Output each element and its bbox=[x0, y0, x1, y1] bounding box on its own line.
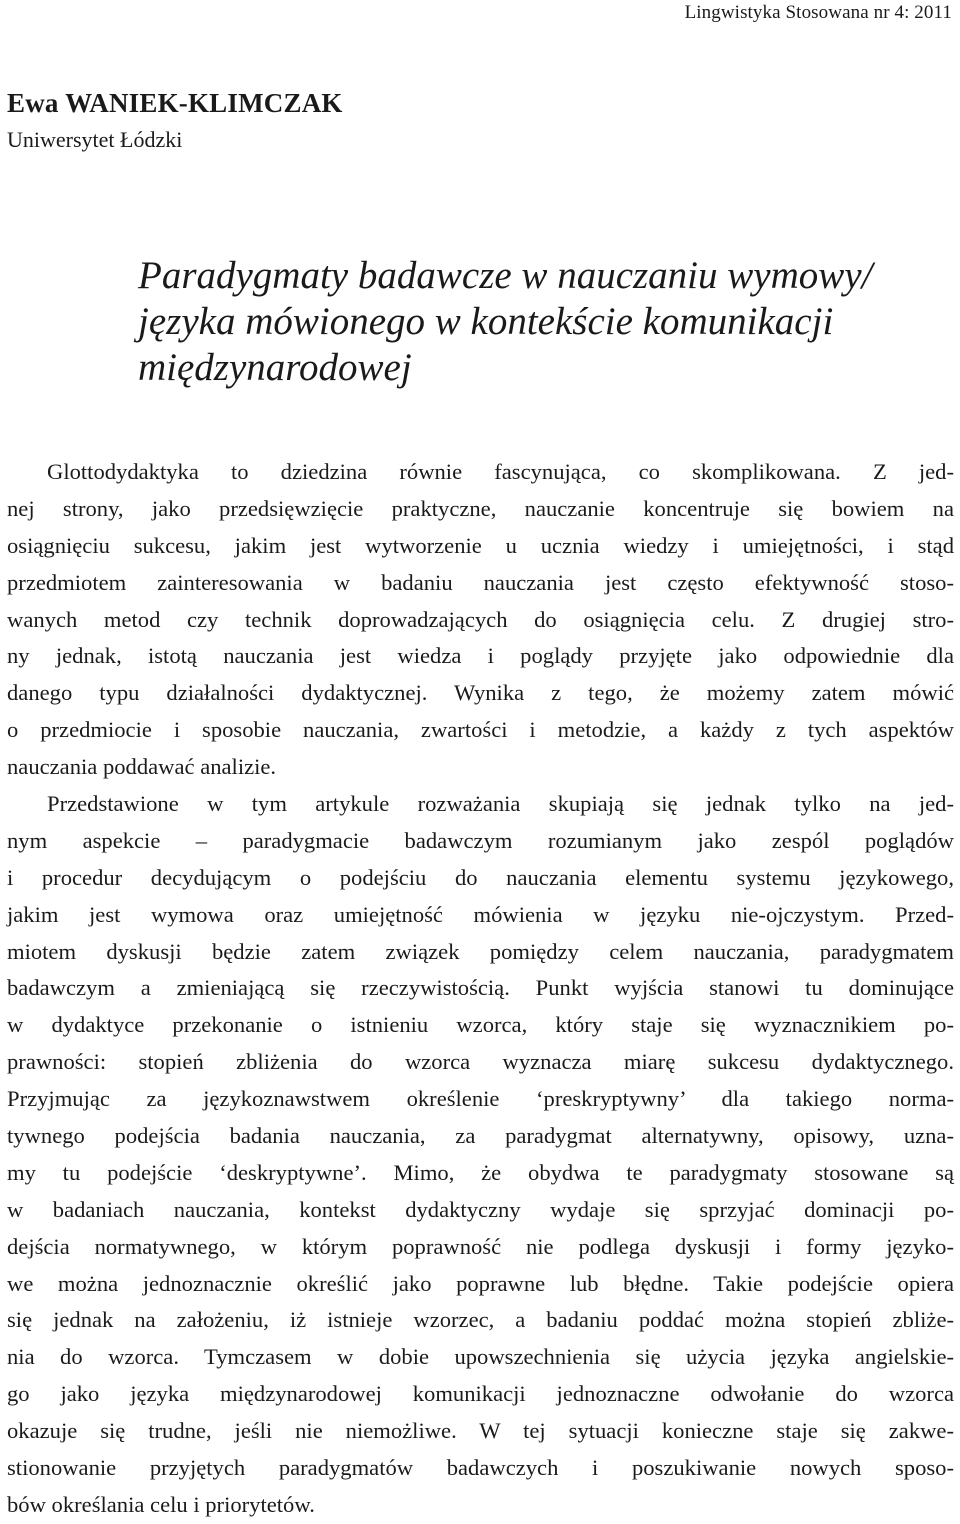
text-line: nauczania poddawać analizie. bbox=[7, 754, 277, 780]
text-line: i procedur decydującym o podejściu do nauczania elementu systemu językowego, bbox=[7, 864, 954, 890]
text-line: ny jednak, istotą nauczania jest wiedza i poglądy przyjęte jako odpowiednie dla bbox=[7, 643, 954, 669]
text-line: w badaniach nauczania, kontekst dydaktyczny wydaje się sprzyjać dominacji po- bbox=[7, 1196, 954, 1222]
text-line: Glottodydaktyka to dziedzina równie fascynująca, co skomplikowana. Z jed- bbox=[47, 459, 954, 484]
text-line: o przedmiocie i sposobie nauczania, zwartości i metodzie, a każdy z tych aspektów bbox=[7, 717, 954, 743]
text-line: Przyjmując za językoznawstwem określenie ‘preskryptywny’ dla takiego norma- bbox=[7, 1086, 954, 1112]
article-title bbox=[138, 253, 948, 391]
author-affiliation: Uniwersytet Łódzki bbox=[7, 127, 183, 152]
text-line: dejścia normatywnego, w którym poprawność nie podlega dyskusji i formy języko- bbox=[7, 1233, 954, 1259]
title-line: języka mówionego w kontekście komunikacji bbox=[138, 300, 834, 343]
text-line: się jednak na założeniu, iż istnieje wzorzec, a badaniu poddać można stopień zbliże- bbox=[7, 1307, 954, 1333]
title-line: międzynarodowej bbox=[138, 346, 412, 389]
text-line: miotem dyskusji będzie zatem związek pomiędzy celem nauczania, paradygmatem bbox=[7, 938, 954, 964]
text-line: bów określania celu i priorytetów. bbox=[7, 1491, 315, 1517]
text-line: danego typu działalności dydaktycznej. Wynika z tego, że możemy zatem mówić bbox=[7, 680, 954, 706]
text-line: nej strony, jako przedsięwzięcie praktyczne, nauczanie koncentruje się bowiem na bbox=[7, 495, 954, 521]
text-line: go jako języka międzynarodowej komunikacji jednoznaczne odwołanie do wzorca bbox=[7, 1381, 954, 1407]
paragraph-2 bbox=[7, 786, 954, 1524]
text-line: jakim jest wymowa oraz umiejętność mówienia w języku nie-ojczystym. Przed- bbox=[7, 901, 954, 927]
text-line: w dydaktyce przekonanie o istnieniu wzorca, który staje się wyznacznikiem po- bbox=[7, 1012, 954, 1038]
paragraph-1 bbox=[7, 454, 954, 786]
text-line: osiągnięciu sukcesu, jakim jest wytworzenie u ucznia wiedzy i umiejętności, i stąd bbox=[7, 532, 954, 558]
running-header: Lingwistyka Stosowana nr 4: 2011 bbox=[684, 2, 952, 23]
text-line: nym aspekcie – paradygmacie badawczym rozumianym jako zespól poglądów bbox=[7, 827, 954, 853]
text-line: Przedstawione w tym artykule rozważania skupiają się jednak tylko na jed- bbox=[47, 791, 954, 817]
text-line: we można jednoznacznie określić jako poprawne lub błędne. Takie podejście opiera bbox=[7, 1270, 954, 1296]
title-line: Paradygmaty badawcze w nauczaniu wymowy/ bbox=[138, 254, 873, 297]
text-line: okazuje się trudne, jeśli nie niemożliwe. W tej sytuacji konieczne staje się zakwe- bbox=[7, 1418, 954, 1444]
text-line: stionowanie przyjętych paradygmatów badawczych i poszukiwanie nowych sposo- bbox=[7, 1455, 954, 1481]
text-line: przedmiotem zainteresowania w badaniu nauczania jest często efektywność stoso- bbox=[7, 569, 954, 595]
text-line: my tu podejście ‘deskryptywne’. Mimo, że obydwa te paradygmaty stosowane są bbox=[7, 1159, 954, 1185]
article-body bbox=[7, 454, 954, 1524]
text-line: prawności: stopień zbliżenia do wzorca wyznacza miarę sukcesu dydaktycznego. bbox=[7, 1049, 954, 1075]
text-line: nia do wzorca. Tymczasem w dobie upowszechnienia się użycia języka angielskie- bbox=[7, 1344, 954, 1370]
text-line: wanych metod czy technik doprowadzających do osiągnięcia celu. Z drugiej stro- bbox=[7, 606, 954, 632]
author-name: Ewa WANIEK-KLIMCZAK bbox=[7, 88, 343, 118]
text-line: badawczym a zmieniającą się rzeczywistością. Punkt wyjścia stanowi tu dominujące bbox=[7, 975, 954, 1001]
text-line: tywnego podejścia badania nauczania, za paradygmat alternatywny, opisowy, uzna- bbox=[7, 1123, 954, 1149]
